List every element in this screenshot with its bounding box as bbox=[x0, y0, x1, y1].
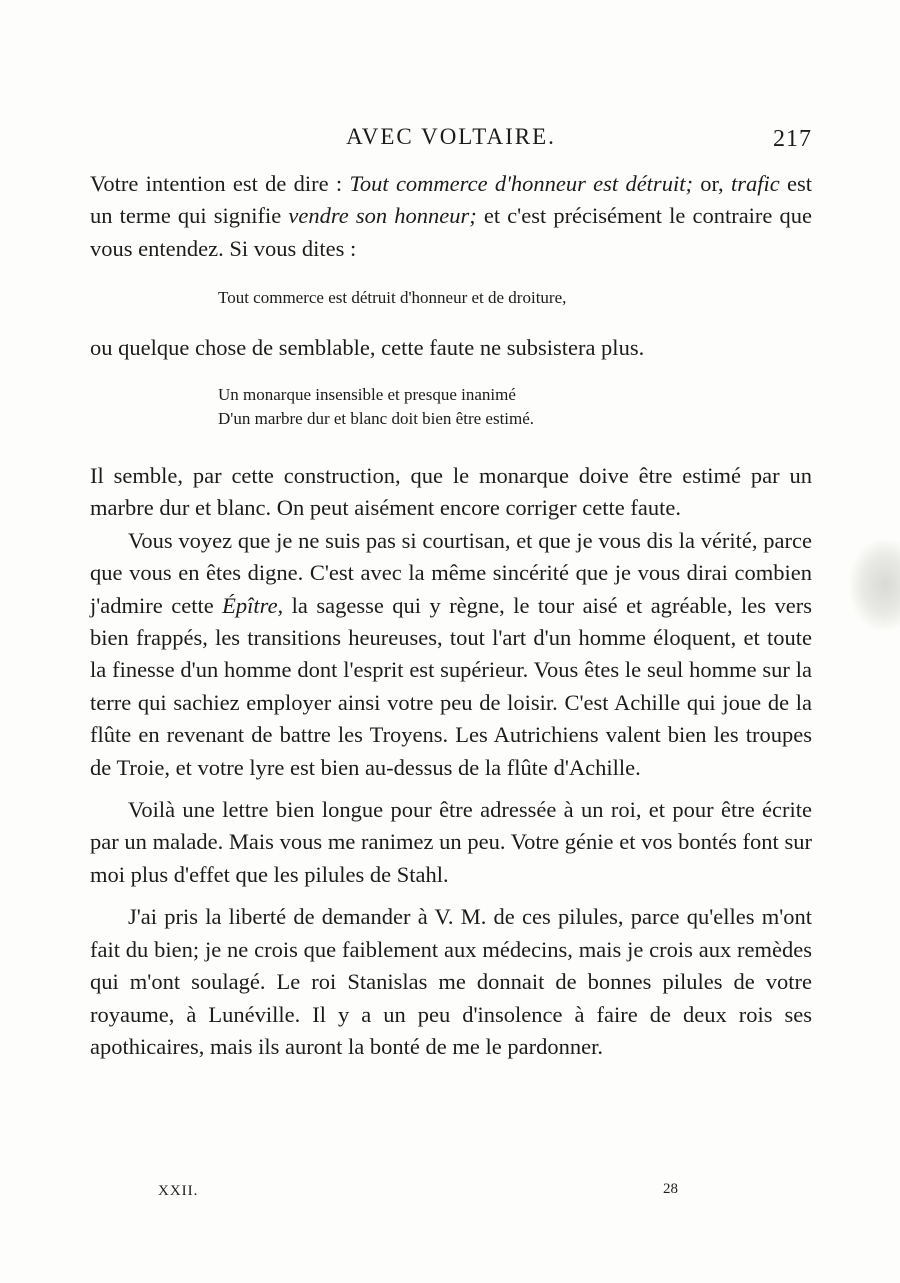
text-span: la sagesse qui y règne, le tour aisé et agréable, les vers bien frappés, les transitions heureuses, tout l'art d'un homme éloquent, et toute la finesse d'un homme dont l'esprit est supérieur. Vous êtes le seul homme sur la terre qui sachiez employer ainsi votre peu de loisir. C'est Achille qui joue de la flûte en revenant de battre les Troyens. Les Autrichiens valent bien les troupes de Troie, et votre lyre est bien au-dessus de la flûte d'Achille. bbox=[90, 592, 812, 780]
signature-mark: XXII. bbox=[158, 1183, 199, 1199]
verse-line: Tout commerce est détruit d'honneur et de droiture, bbox=[218, 288, 567, 307]
text-block-2 bbox=[90, 332, 812, 364]
paragraph: ou quelque chose de semblable, cette faute ne subsistera plus. bbox=[90, 335, 645, 360]
italic-quote: Tout commerce d'honneur est détruit; bbox=[349, 171, 693, 196]
page-header bbox=[90, 124, 812, 158]
text-span: Votre intention est de dire : bbox=[90, 171, 350, 196]
italic-quote: vendre son honneur; bbox=[288, 203, 477, 229]
page-footer bbox=[0, 1183, 900, 1209]
text-span: est un terme qui signifie bbox=[90, 171, 812, 229]
paragraph bbox=[90, 168, 812, 265]
verse-line: D'un marbre dur et blanc doit bien être estimé. bbox=[218, 409, 535, 428]
text-span: Vous voyez que je ne suis pas si courtisan, et que je vous dis la vérité, parce que vous en êtes digne. C'est avec la même sincérité que je vous dirai combien j'admire cette bbox=[90, 527, 812, 618]
italic-title: Épître, bbox=[222, 592, 284, 618]
paragraph: J'ai pris la liberté de demander à V. M. de ces pilules, parce qu'elles m'ont fait du bien; je ne crois que faiblement aux médecins, mais je crois aux remèdes qui m'ont soulagé. Le roi Stanislas me donnait de bonnes pilules de votre royaume, à Lunéville. Il y a un peu d'insolence à faire de deux rois ses apothicaires, mais ils auront la bonté de me le pardonner. bbox=[90, 904, 812, 1059]
italic-term: trafic bbox=[730, 171, 780, 196]
sheet-number: 28 bbox=[663, 1181, 678, 1197]
text-block-intro bbox=[90, 168, 812, 265]
text-span: et c'est précisément le contraire que vous entendez. Si vous dites : bbox=[90, 203, 813, 261]
verse-line: Un monarque insensible et presque inanimé bbox=[218, 385, 516, 404]
text-span: or, bbox=[692, 171, 731, 196]
paragraph: Voilà une lettre bien longue pour être adressée à un roi, et pour être écrite par un malade. Mais vous me ranimez un peu. Votre génie et vos bontés font sur moi plus d'effet que les pilules de Stahl. bbox=[90, 797, 812, 887]
paragraph bbox=[90, 525, 812, 784]
page-number: 217 bbox=[773, 126, 812, 152]
paper-smudge bbox=[850, 540, 900, 630]
paragraph: Il semble, par cette construction, que le monarque doive être estimé par un marbre dur et blanc. On peut aisément encore corriger cette faute. bbox=[90, 463, 812, 521]
running-title: AVEC VOLTAIRE. bbox=[346, 124, 556, 149]
text-block-main bbox=[90, 460, 812, 1063]
verse-quote-2 bbox=[218, 383, 534, 431]
verse-quote-1 bbox=[218, 286, 566, 310]
